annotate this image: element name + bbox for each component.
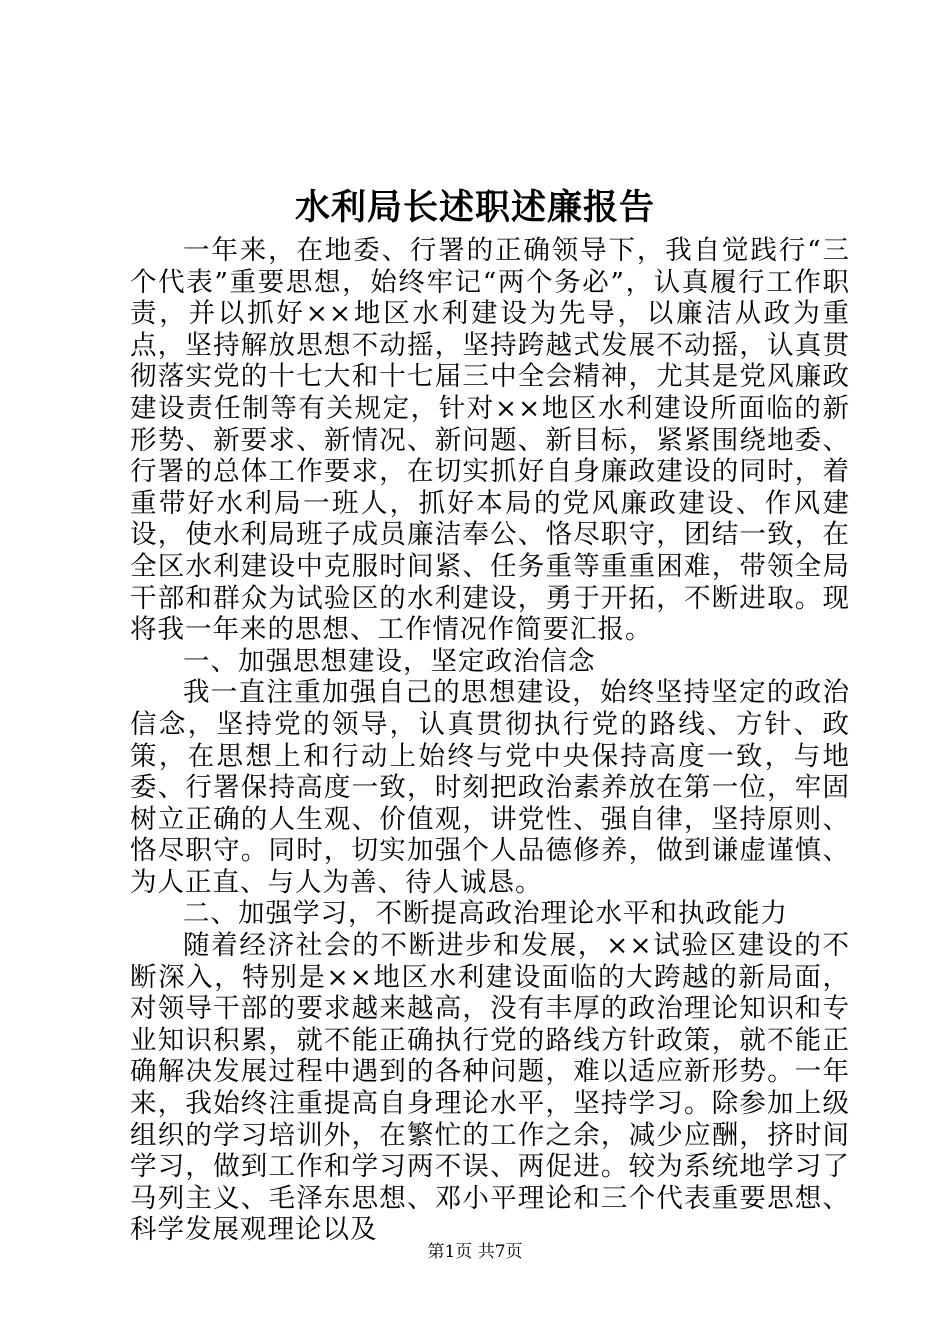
section-heading-2: 二、加强学习，不断提高政治理论水平和执政能力 (183, 898, 788, 930)
document-body (130, 235, 850, 1246)
paragraph-section-1: 我一直注重加强自己的思想建设，始终坚持坚定的政治信念，坚持党的领导，认真贯彻执行党的路线、方针、政策，在思想上和行动上始终与党中央保持高度一致，与地委、行署保持高度一致，时刻把政治素养放在第一位，牢固树立正确的人生观、价值观，讲党性、强自律，坚持原则、恪尽职守。同时，切实加强个人品德修养，做到谦虚谨慎、为人正直、与人为善、待人诚恳。 (130, 677, 850, 898)
page-title: 水利局长述职述廉报告 (294, 187, 655, 228)
paragraph-section-2: 随着经济社会的不断进步和发展，××试验区建设的不断深入，特别是××地区水利建设面临的大跨越的新局面，对领导干部的要求越来越高，没有丰厚的政治理论知识和专业知识积累，就不能正确执行党的路线方针政策，就不能正确解决发展过程中遇到的各种问题，难以适应新形势。一年来，我始终注重提高自身理论水平，坚持学习。除参加上级组织的学习培训外，在繁忙的工作之余，减少应酬，挤时间学习，做到工作和学习两不误、两促进。较为系统地学习了马列主义、毛泽东思想、邓小平理论和三个代表重要思想、科学发展观理论以及 (130, 930, 850, 1246)
page-footer: 第1页 共7页 (427, 1242, 523, 1262)
paragraph-intro: 一年来，在地委、行署的正确领导下，我自觉践行“三个代表”重要思想，始终牢记“两个务必”，认真履行工作职责，并以抓好××地区水利建设为先导，以廉洁从政为重点，坚持解放思想不动摇，坚持跨越式发展不动摇，认真贯彻落实党的十七大和十七届三中全会精神，尤其是党风廉政建设责任制等有关规定，针对××地区水利建设所面临的新形势、新要求、新情况、新问题、新目标，紧紧围绕地委、行署的总体工作要求，在切实抓好自身廉政建设的同时，着重带好水利局一班人，抓好本局的党风廉政建设、作风建设，使水利局班子成员廉洁奉公、恪尽职守，团结一致，在全区水利建设中克服时间紧、任务重等重重困难，带领全局干部和群众为试验区的水利建设，勇于开拓，不断进取。现将我一年来的思想、工作情况作简要汇报。 (130, 235, 850, 646)
section-heading-1: 一、加强思想建设，坚定政治信念 (183, 645, 596, 677)
